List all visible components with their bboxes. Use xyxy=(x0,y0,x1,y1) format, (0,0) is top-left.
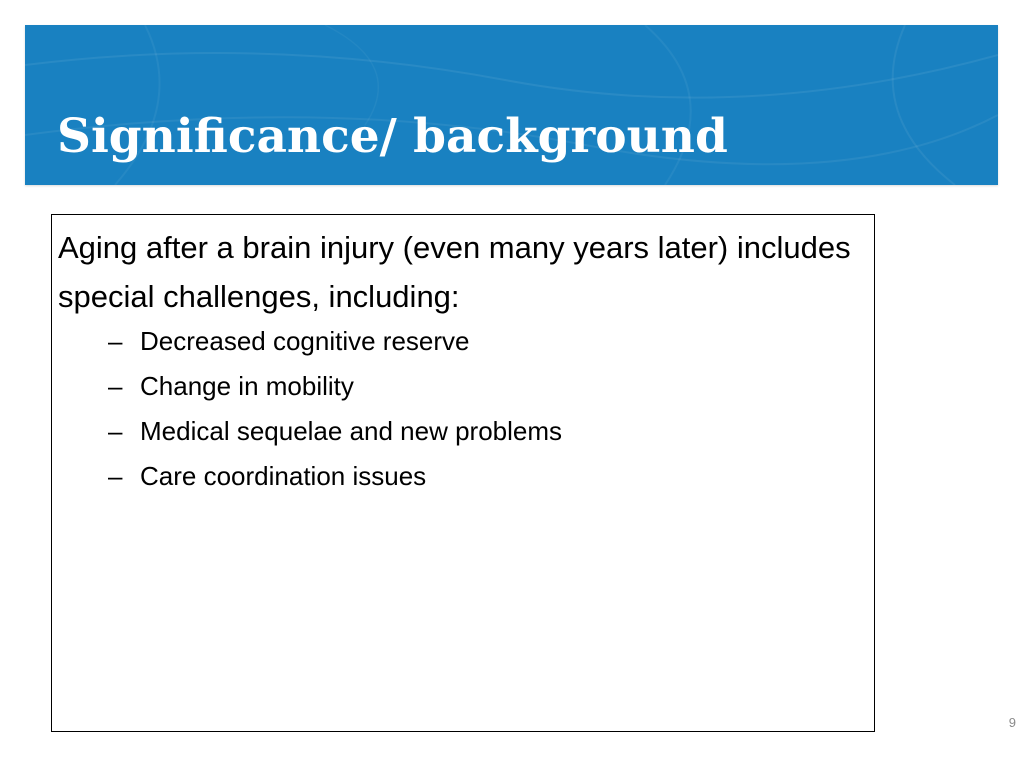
bullet-item xyxy=(108,454,562,499)
slide-title: Significance/ background xyxy=(57,109,728,164)
bullet-text: Medical sequelae and new problems xyxy=(140,416,563,446)
intro-text: Aging after a brain injury (even many years later) includes special challenges, including: xyxy=(58,230,851,314)
dash-icon: – xyxy=(108,461,123,491)
dash-icon: – xyxy=(108,326,123,356)
bullet-text: Change in mobility xyxy=(140,371,354,401)
bullet-item xyxy=(108,409,562,454)
bullet-list xyxy=(108,319,562,499)
title-banner xyxy=(25,25,998,185)
bullet-text: Care coordination issues xyxy=(140,461,427,491)
page-number: 9 xyxy=(1008,715,1016,730)
bullet-item xyxy=(108,364,562,409)
bullet-text: Decreased cognitive reserve xyxy=(140,326,470,356)
dash-icon: – xyxy=(108,371,123,401)
bullet-item xyxy=(108,319,562,364)
content-box xyxy=(51,214,875,732)
dash-icon: – xyxy=(108,416,123,446)
